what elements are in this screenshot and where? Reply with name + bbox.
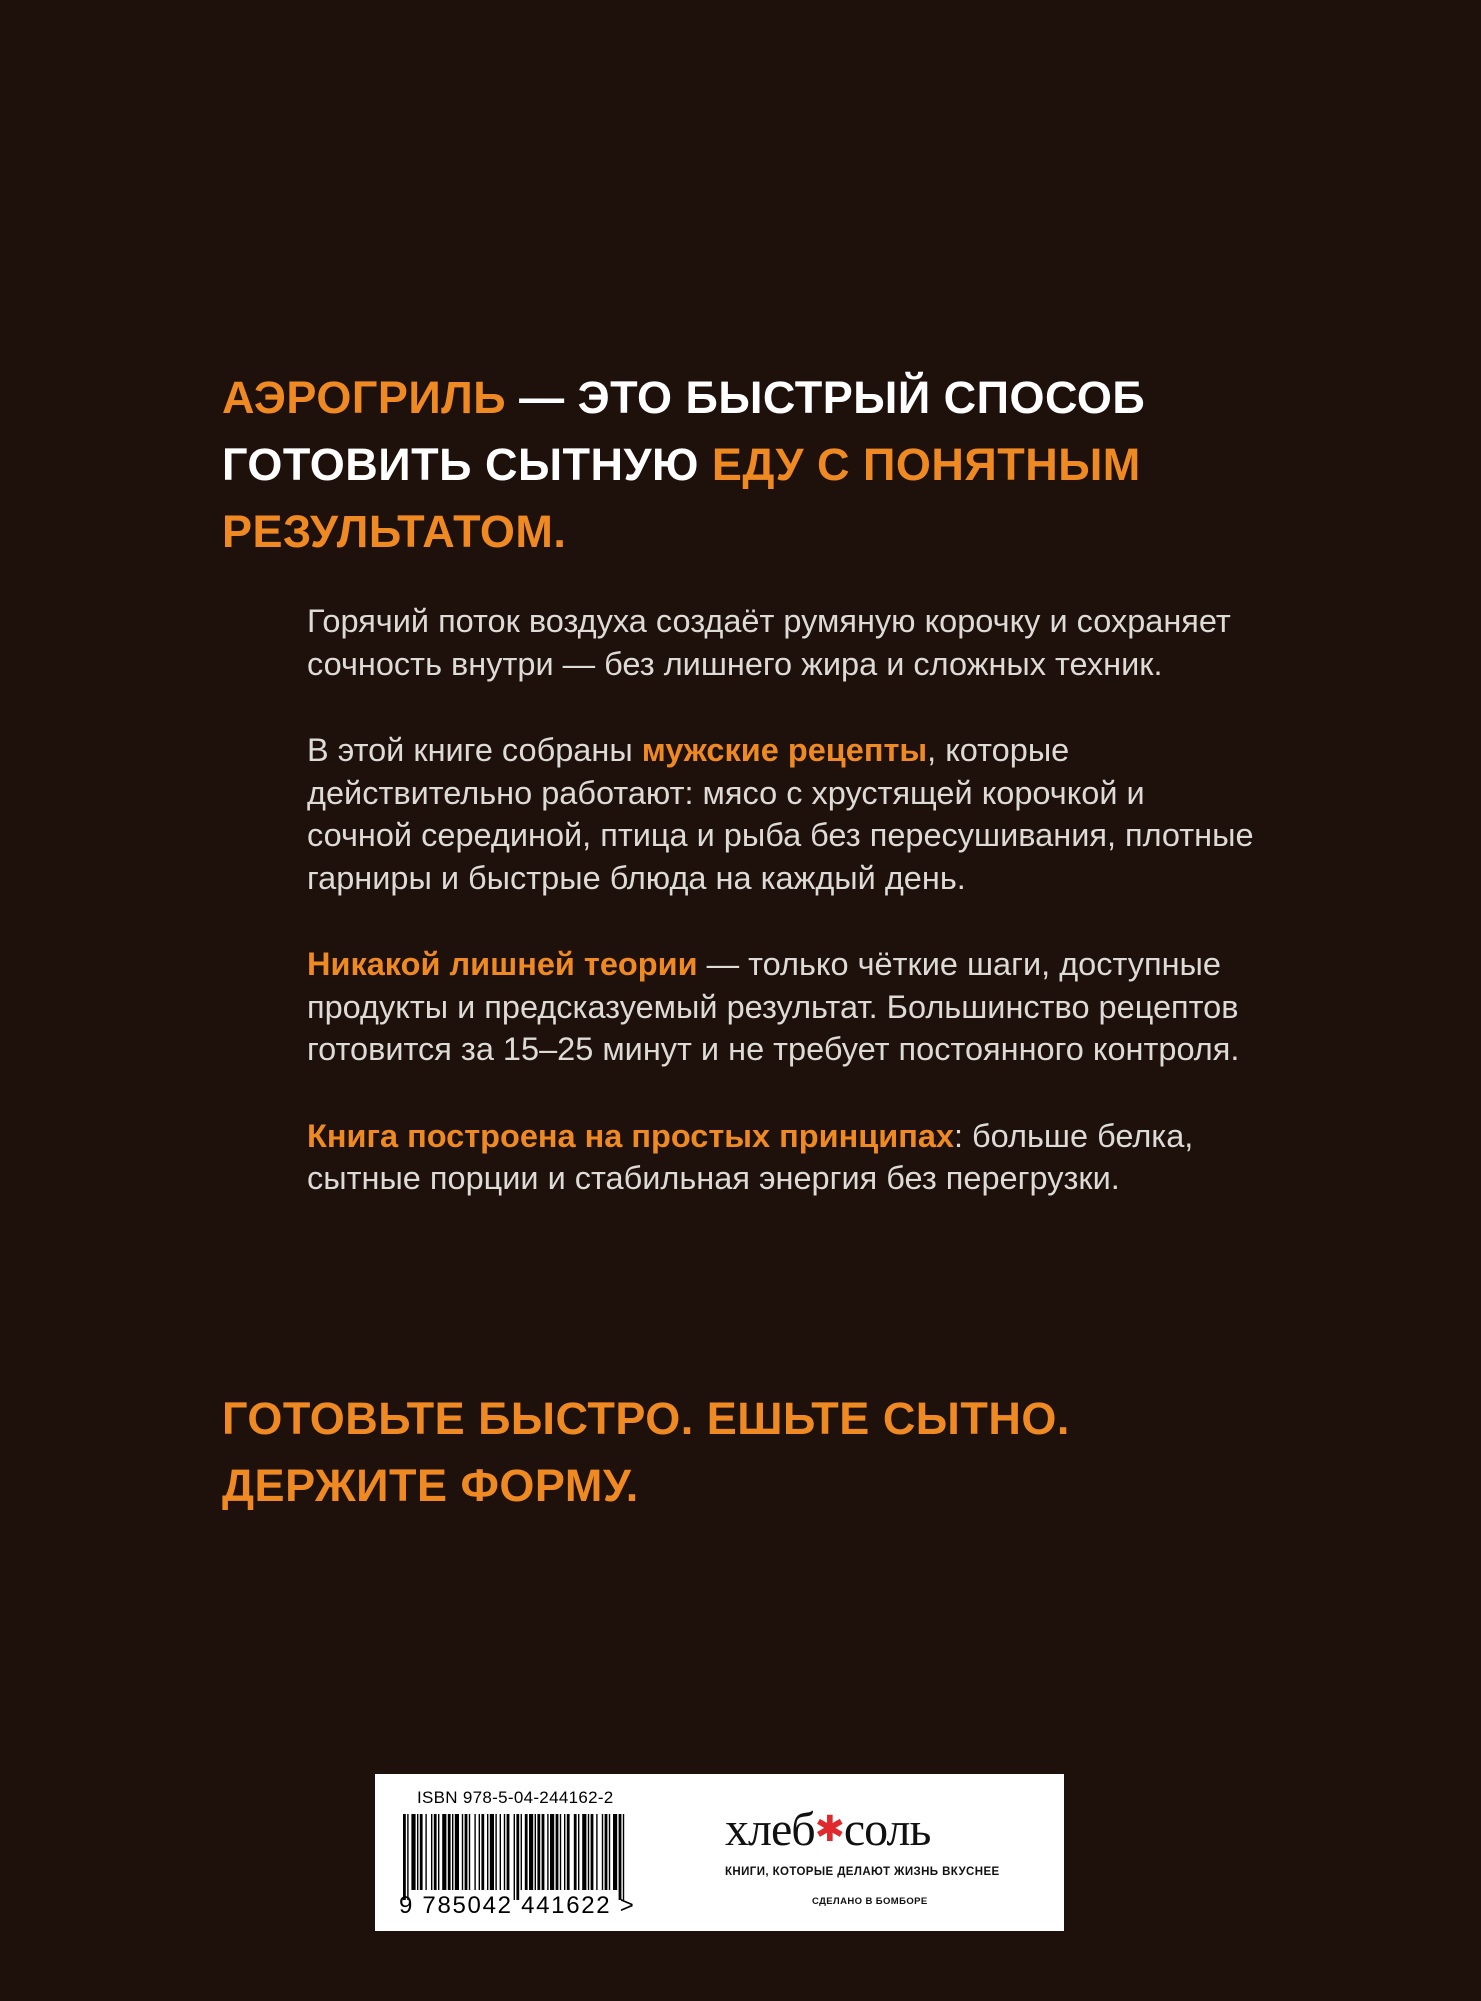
asterisk-icon: ✱: [814, 1809, 844, 1849]
paragraph-3-highlight: Никакой лишней теории: [307, 946, 698, 982]
headline: [222, 364, 1322, 565]
paragraph-4-highlight: Книга построена на простых принципах: [307, 1117, 954, 1154]
paragraph-1: Горячий поток воздуха создаёт румяную корочку и сохраняет сочность внутри — без лишнего жира и сложных техник.: [307, 603, 1231, 682]
paragraph-2-highlight: мужские рецепты: [641, 732, 928, 768]
publisher-logo: [725, 1800, 930, 1863]
publisher-tagline: КНИГИ, КОТОРЫЕ ДЕЛАЮТ ЖИЗНЬ ВКУСНЕЕ: [725, 1866, 1000, 1878]
tagline-line-1: ГОТОВЬТЕ БЫСТРО. ЕШЬТЕ СЫТНО.: [222, 1393, 1070, 1444]
publisher-made-in: СДЕЛАНО В БОМБОРЕ: [812, 1896, 928, 1907]
tagline-line-2: ДЕРЖИТЕ ФОРМУ.: [222, 1460, 639, 1511]
paragraph-3: [307, 943, 1257, 1071]
logo-word-right: соль: [843, 1803, 931, 1856]
paragraph-3-end: — только чёткие шаги, доступные продукты и предсказуемый результат. Большинство рецептов готовится за 15–25 минут и не требует постоянного контроля.: [307, 946, 1240, 1067]
headline-accent-result: ЕДУ С ПОНЯТНЫМ РЕЗУЛЬТАТОМ.: [222, 439, 1141, 557]
body-text: [307, 600, 1257, 1244]
paragraph-4-end: : больше белка, сытные порции и стабильная энергия без перегрузки.: [307, 1117, 1194, 1196]
paragraph-4: [307, 1115, 1257, 1200]
barcode-panel: [375, 1774, 1064, 1931]
headline-middle: — ЭТО БЫСТРЫЙ СПОСОБ ГОТОВИТЬ СЫТНУЮ: [222, 372, 1146, 490]
barcode-digits: 9 785042 441622 >: [399, 1892, 636, 1919]
paragraph-2-end: , которые действительно работают: мясо с хрустящей корочкой и сочной серединой, птица и рыба без пересушивания, плотные гарниры и быстрые блюда на каждый день.: [307, 732, 1254, 896]
headline-accent-airgrill: АЭРОГРИЛЬ: [222, 372, 507, 423]
paragraph-2: [307, 729, 1257, 899]
logo-word-left: хлеб: [725, 1803, 815, 1856]
isbn-label: ISBN 978-5-04-244162-2: [417, 1788, 614, 1807]
tagline: [222, 1385, 1322, 1519]
paragraph-2-start: В этой книге собраны: [307, 732, 642, 768]
